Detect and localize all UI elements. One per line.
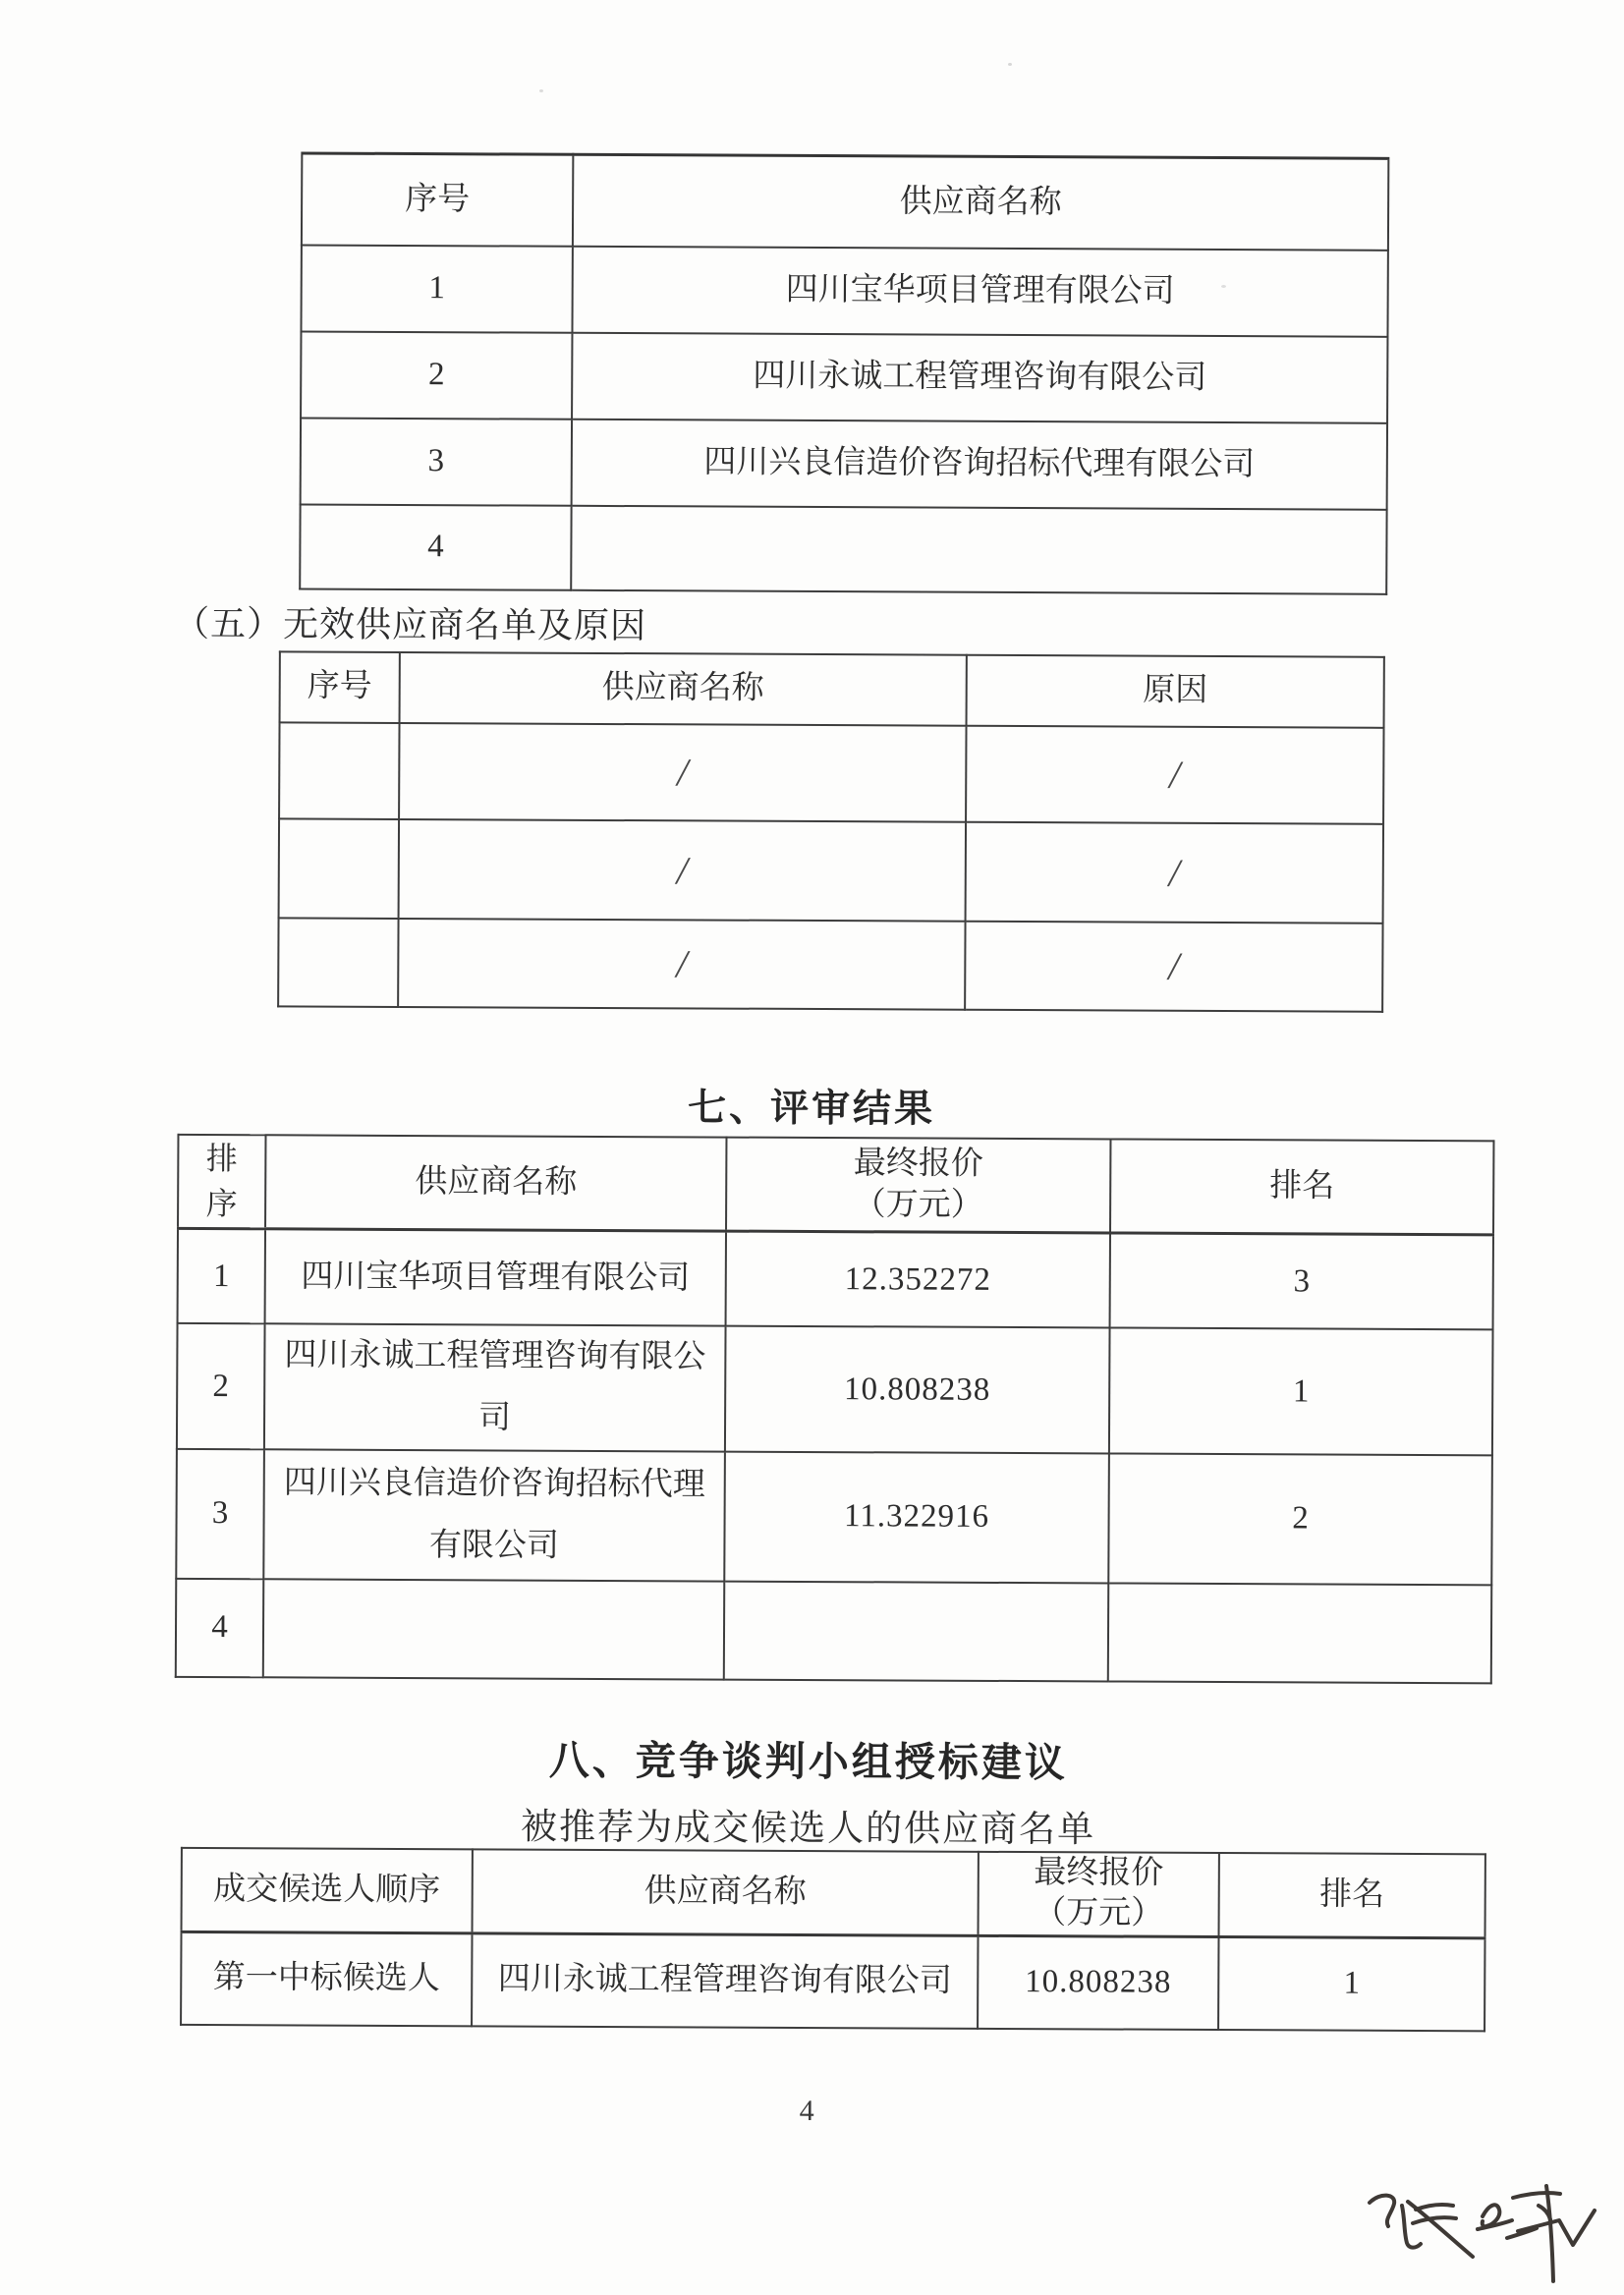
table-row [177,1323,1493,1455]
serial-cell: 2 [301,331,572,419]
column-header-candidate-order: 成交候选人顺序 [182,1848,473,1932]
candidate-order-cell: 第一中标候选人 [181,1931,472,2026]
serial-cell: 1 [301,245,572,332]
scan-artifact [1008,63,1012,66]
ranking-cell: 1 [1218,1936,1484,2031]
supplier-cell [263,1579,724,1679]
serial-cell [279,818,399,919]
table-row [301,245,1387,336]
reason-cell: / [965,922,1382,1012]
review-results-table [175,1134,1495,1684]
table-row [176,1449,1492,1586]
order-cell: 4 [176,1579,263,1677]
award-recommendation-table [180,1847,1486,2032]
price-cell: 11.322916 [724,1451,1109,1583]
ranking-cell: 3 [1110,1233,1493,1330]
table-row [176,1579,1491,1684]
price-cell: 10.808238 [725,1326,1110,1453]
price-cell: 10.808238 [978,1935,1218,2030]
supplier-cell: 四川宝华项目管理有限公司 [572,246,1387,336]
order-cell: 3 [176,1449,264,1579]
qualified-suppliers-table [299,151,1389,594]
column-header-final-price: 最终报价 （万元） [726,1138,1110,1233]
supplier-cell: / [398,919,965,1010]
supplier-cell: 四川永诚工程管理咨询有限公司 [572,332,1387,422]
supplier-cell: 四川宝华项目管理有限公司 [265,1229,726,1326]
table-header-row [280,651,1384,727]
supplier-cell: / [399,819,966,922]
column-header-supplier: 供应商名称 [573,154,1388,250]
table-row [301,331,1387,422]
supplier-cell: 四川永诚工程管理咨询有限公司 [472,1932,978,2029]
column-header-supplier: 供应商名称 [473,1849,979,1935]
table-row [279,722,1383,823]
invalid-suppliers-table [277,650,1385,1012]
column-header-final-price: 最终报价 （万元） [979,1852,1219,1936]
column-header-rank-order [178,1135,265,1229]
table-row [300,504,1386,593]
table-row [181,1931,1484,2031]
scan-artifact [1221,285,1226,288]
column-header-supplier: 供应商名称 [265,1135,726,1231]
serial-cell: 4 [300,504,571,589]
column-header-ranking: 排名 [1219,1853,1485,1937]
vertical-header-text: 排序 [205,1140,238,1222]
column-header-serial: 序号 [302,153,573,246]
table-header-row [178,1135,1493,1235]
price-cell: 12.352272 [726,1231,1110,1328]
table-row [278,918,1382,1011]
section-eight-subheading: 被推荐为成交候选人的供应商名单 [520,1807,1096,1851]
table-header-row [302,153,1388,250]
ranking-cell: 2 [1108,1453,1492,1585]
column-header-reason: 原因 [967,655,1384,728]
serial-cell [279,722,399,819]
section-eight-heading: 八、竞争谈判小组授标建议 [548,1737,1068,1786]
table-header-row [182,1848,1485,1937]
section-five-heading: （五）无效供应商名单及原因 [173,603,647,646]
reason-cell: / [966,822,1383,924]
supplier-cell: 四川兴良信造价咨询招标代理有限公司 [572,419,1387,509]
column-header-serial: 序号 [280,651,400,723]
table-row [301,418,1387,509]
order-cell: 1 [178,1228,265,1323]
column-header-supplier: 供应商名称 [400,652,967,726]
supplier-cell: 四川兴良信造价咨询招标代理有限公司 [263,1449,725,1581]
ranking-cell [1108,1583,1491,1683]
serial-cell: 3 [301,418,572,505]
supplier-cell [571,505,1386,593]
handwritten-signature [1297,2161,1624,2295]
supplier-cell: 四川永诚工程管理咨询有限公司 [264,1324,726,1452]
supplier-cell: / [399,723,966,822]
scan-artifact [539,89,543,92]
serial-cell [278,918,398,1007]
table-row [279,818,1383,923]
section-seven-heading: 七、评审结果 [688,1087,936,1131]
column-header-ranking: 排名 [1110,1139,1493,1234]
price-cell [724,1581,1108,1681]
order-cell: 2 [177,1323,265,1449]
table-row [178,1228,1493,1330]
page-number: 4 [799,2094,814,2128]
reason-cell: / [966,726,1383,824]
ranking-cell: 1 [1109,1328,1493,1455]
